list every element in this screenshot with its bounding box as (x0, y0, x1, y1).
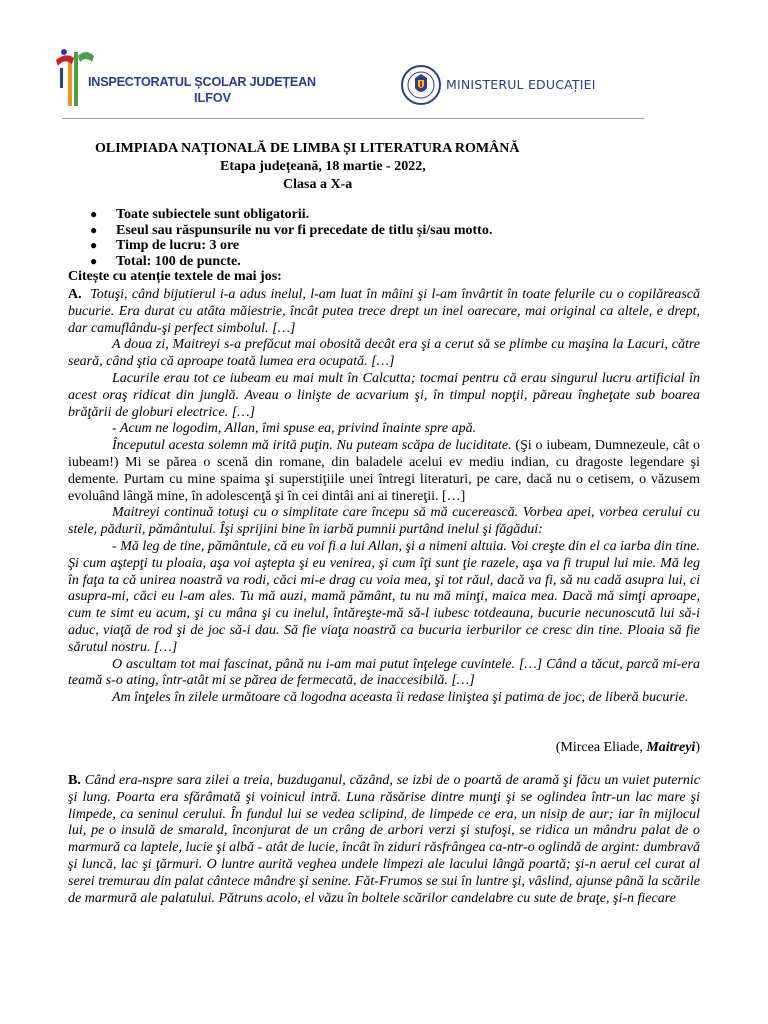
text-a-paragraph-2: A doua zi, Maitreyi s-a prefăcut mai obosită decât era şi a cerut să se plimbe cu maşina la Lacuri, către seară, când ştia că aproape toată lumea era ocupată. […] (68, 337, 700, 370)
header-divider (62, 118, 644, 119)
text-a-citation: (Mircea Eliade, Maitreyi) (555, 740, 700, 755)
isj-logo-line1: INSPECTORATUL ȘCOLAR JUDEȚEAN (88, 75, 316, 89)
bullet-icon: ● (90, 222, 98, 237)
text-a-paragraph-5: Începutul acesta solemn mă irită puţin. Nu puteam scăpa de luciditate. (Şi o iubeam, Dumnezeule, cât o iubeam!) Mi se părea o scenă din romane, din baladele acelui ev mediu indian, cu dragoste legendare şi demente. Purtam cu mine spaima şi superstiţiile unei întregi literaturi, pe care, dacă nu o cetisem, o văzusem evoluând lângă mine, în adolescenţă şi în cei dintâi ani ai tinereţii. […] (68, 438, 701, 504)
ministry-name: MINISTERUL EDUCAȚIEI (446, 77, 596, 92)
text-a-paragraph-6: Maitreyi continuă totuşi cu o simplitate care începu să mă cucerească. Vorbea apei, vorbea cerului cu stele, pădurii, pământului. Îşi sprijini bine în iarbă pumnii purtând inelul şi făgădui: (68, 505, 700, 538)
reading-instruction: Citește cu atenție textele de mai jos: (68, 269, 282, 284)
rule-item: ● Total: 100 de puncte. (90, 253, 241, 269)
text-a-paragraph-8: O ascultam tot mai fascinat, până nu i-am mai putut înţelege cuvintele. […] Când a tăcut, parcă mi-era teamă s-o ating, într-atât mi se părea de fermecată, de inaccesibilă. […] (68, 656, 700, 689)
bullet-icon: ● (90, 253, 98, 268)
ministry-logo (400, 64, 630, 106)
olympiad-title: OLIMPIADA NAȚIONALĂ DE LIMBA ȘI LITERATURA ROMÂNĂ (95, 141, 520, 156)
text-a-paragraph-3: Lacurile erau tot ce iubeam eu mai mult în Calcutta; tocmai pentru că erau singurul lucru artificial în acest oraş ridicat din junglă. Aveau o linişte de acvarium şi, în timpul nopţii, păreau îngheţate sub boarea brăţării de globuri electrice. […] (68, 370, 700, 420)
bullet-icon: ● (90, 207, 98, 221)
stage-date: Etapa județeană, 18 martie - 2022, (220, 159, 426, 174)
text-a-paragraph-1: A. Totuşi, când bijutierul i-a adus inelul, l-am luat în mâini şi l-am învârtit în toate felurile cu o copilărească bucurie. Era durat cu atâta măiestrie, încât putea trece drept un inel oarecare, mai original ca altele, e drept, dar camuflându-şi perfect simbolul. […] (68, 287, 700, 336)
rule-item: ● Timp de lucru: 3 ore (90, 238, 240, 253)
text-b-paragraph-1: B. Când era-nspre sara zilei a treia, buzduganul, căzând, se izbi de o poartă de aramă şi făcu un vuiet puternic şi lung. Poarta era sfărâmată şi voinicul intră. Luna răsărise dintre munţi şi se oglindea într-un lac mare şi limpede, ca seninul cerului. În fundul lui se vedea sclipind, de limpede ce era, un nisip de aur; iar în mijlocul lui, pe o insulă de smarald, înconjurat de un crâng de arbori verzi şi stufoşi, se ridica un mândru palat de o marmură ca laptele, lucie şi albă - atât de lucie, încât în ziduri răsfrângea ca-ntr-o oglindă de argint: dumbravă şi luncă, lac şi ţărmuri. O luntre aurită veghea undele limpezi ale lacului lângă poartă; şi-n aerul cel curat al serei tremurau din palat cântece mândre şi senine. Făt-Frumos se sui în luntre şi, vâslind, ajunse până la scările de marmură ale palatului. Pătruns acolo, el văzu în boltele scărilor candelabre cu sute de braţe, şi-n fiecare (68, 773, 701, 906)
text-b (68, 773, 700, 907)
isj-ilfov-logo (54, 48, 314, 110)
text-a-paragraph-4: - Acum ne logodim, Allan, îmi spuse ea, privind înainte spre apă. (112, 421, 477, 437)
rule-item: ● Toate subiectele sunt obligatorii. (90, 207, 310, 222)
text-a-paragraph-9: Am înţeles în zilele următoare că logodna aceasta îi redase liniştea şi patima de joc, de liberă bucurie. (112, 690, 689, 706)
isj-logo-line2: ILFOV (194, 91, 232, 105)
bullet-icon: ● (90, 238, 98, 252)
exam-rules-list (90, 207, 492, 269)
government-seal-icon (400, 64, 442, 106)
text-a-paragraph-7: - Mă leg de tine, pământule, că eu voi fi a lui Allan, şi a nimeni altuia. Voi creşte din el ca iarba din tine. Şi cum aştepţi tu ploaia, aşa voi aştepta şi eu venirea, şi cum îţi sunt ţie razele, aşa va fi trupul lui mie. Mă leg în faţa ta că unirea noastră va rodi, căci mi-e drag cu voia mea, şi tot răul, dacă va fi, să nu cadă asupra lui, ci asupra-mi, căci eu l-am ales. Tu mă auzi, mamă pământ, tu nu mă minţi, maica mea. Dacă mă simţi aproape, cum te simt eu acum, şi cu mâna şi cu inelul, întăreşte-mă să-l iubesc totdeauna, bucurie necunoscută lui să-i aduc, viaţă de rod şi de joc să-i dau. Să fie viaţa noastră ca bucuria ierburilor ce cresc din tine. Ploaia să fie sărutul nostru. […] (68, 538, 700, 655)
grade-level: Clasa a X-a (283, 177, 353, 192)
rule-item: ● Eseul sau răspunsurile nu vor fi precedate de titlu și/sau motto. (90, 222, 493, 238)
text-a (68, 287, 700, 707)
